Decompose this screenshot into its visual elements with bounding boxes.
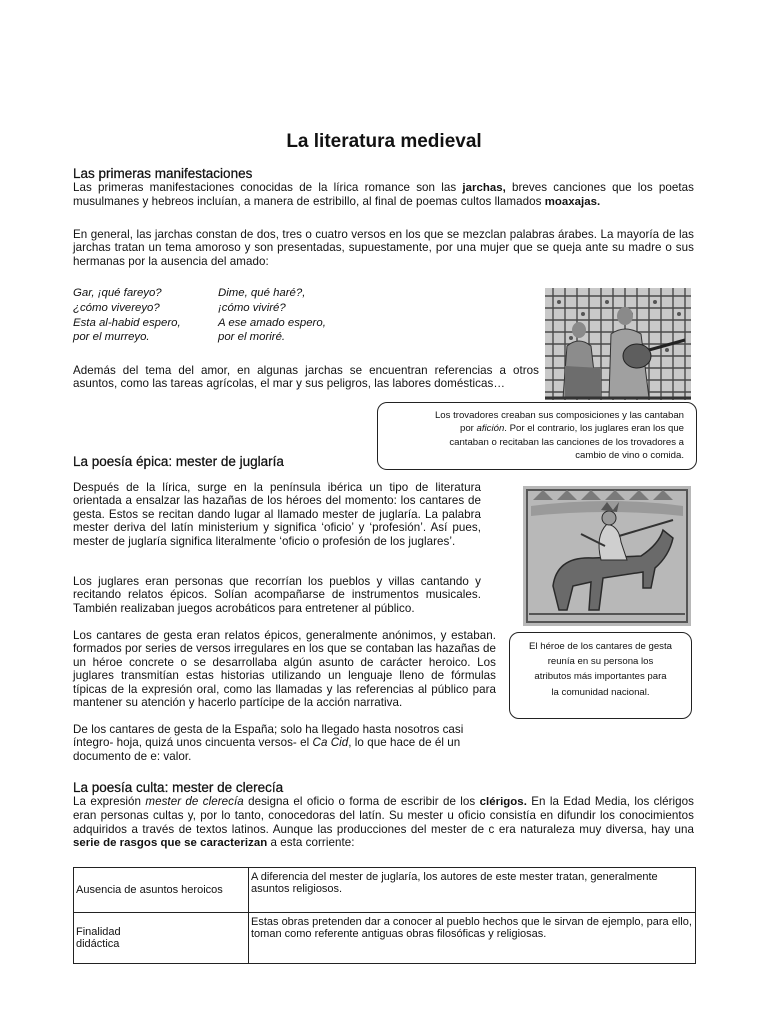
table-cell-label: Finalidad didáctica [74,913,249,964]
paragraph-juglares: Los juglares eran personas que recorrían los pueblos y villas cantando y recitando relatos épicos. Solían acompañarse de instrumentos musicales. También realizaban juegos acrobáticos para entretener al público. [73,575,481,615]
section-heading-culta: La poesía culta: mester de clerecía [73,780,284,795]
poem-line: A ese amado espero, [218,316,326,329]
paragraph-clerecia: La expresión mester de clerecía designa el oficio o forma de escribir de los clérigos. En la Edad Media, los clérigos eran personas cultas y, por lo tanto, conocedoras del latín. Su mester u oficio consistía en difundir los conocimientos adquiridos a través de textos latinos. Aunque las producciones del mester de c era naturaleza muy diversa, hay una serie de rasgos que se caracterizan a esta corriente: [73,795,694,850]
term-rasgos: serie de rasgos que se caracterizan [73,837,268,850]
poem-line: Esta al-habid espero, [73,316,181,329]
poem-line: ¿cómo vivereyo? [73,301,160,314]
table-row [74,868,696,913]
paragraph-mester-juglaria: Después de la lírica, surge en la península ibérica un tipo de literatura orientada a ensalzar las hazañas de los héroes del momento: los cantares de gesta. Estos se recitan dando lugar al llamado mester de juglaría. La palabra mester deriva del latín ministerium y significa ‘oficio’ y ‘profesión’. Así pues, mester de juglaría significa literalmente ‘oficio o profesión de los juglares’. [73,481,481,548]
troubadours-illustration [545,288,691,400]
knight-image-icon [523,486,691,626]
page-title: La literatura medieval [286,131,482,152]
paragraph-jarchas: Las primeras manifestaciones conocidas de la lírica romance son las jarchas, breves canciones que los poetas musulmanes y hebreos incluían, a manera de estribillo, al final de poemas cultos llamados moaxajas. [73,181,694,209]
table-cell-text: Estas obras pretenden dar a conocer al pueblo hechos que le sirvan de ejemplo, para ello, toman como referente antiguas obras filosóficas y religiosas. [249,913,696,964]
troubadours-image-icon [545,288,691,400]
table-cell-text: A diferencia del mester de juglaría, los autores de este mester tratan, generalmente asuntos religiosos. [249,868,696,913]
paragraph-otros-asuntos: Además del tema del amor, en algunas jarchas se encuentran referencias a otros asuntos, como las tareas agrícolas, el mar y sus peligros, las labores domésticas… [73,364,539,391]
knight-illustration [523,486,691,626]
callout-trovadores: Los trovadores creaban sus composiciones y las cantaban por afición. Por el contrario, los juglares eran los que cantaban o recitaban las canciones de los trovadores a cambio de vino o comida. [377,402,697,470]
poem-line: Dime, qué haré?, [218,287,306,299]
paragraph-cid: De los cantares de gesta de la España; solo ha llegado hasta nosotros casi íntegro- hoja, quizá unos cincuenta versos- el Ca Cid, lo que hace de él un documento de e: valor. [73,723,464,763]
paragraph-jarchas-tema: En general, las jarchas constan de dos, tres o cuatro versos en los que se mezclan palabras árabes. La mayoría de las jarchas tratan un tema amoroso y son presentadas, supuestamente, por una mujer que se queja ante su madre o sus hermanas por la ausencia del amado: [73,228,694,268]
table-row [74,913,696,964]
poem-original [73,286,181,345]
term-clerigos: clérigos. [479,796,527,808]
section-heading-primeras: Las primeras manifestaciones [73,166,253,181]
term-moaxajas: moaxajas. [544,196,601,209]
table-cell-label: Ausencia de asuntos heroicos [74,868,249,913]
section-heading-epica: La poesía épica: mester de juglaría [73,454,284,469]
poem-line: por el murreyo. [73,331,150,344]
callout-heroe: El héroe de los cantares de gesta reunía en su persona los atributos más importantes para la comunidad nacional. [509,632,692,719]
paragraph-cantares-gesta: Los cantares de gesta eran relatos épicos, generalmente anónimos, y estaban. formados por series de versos irregulares en los que se contaban las hazañas de un héroe concrete o se desarrollaba algún asunto de carácter heroico. Los juglares transmitían estas historias utilizando un lenguaje lleno de fórmulas típicas de la expresión oral, como las llamadas y las referencias al público para mantener su atención y hacerlo partícipe de la acción narrativa. [73,629,496,710]
term-jarchas: jarchas, [462,182,506,194]
poem-line: Gar, ¡qué fareyo? [73,287,162,299]
poem-translation [218,286,326,345]
poem-line: ¡cómo viviré? [218,301,286,314]
poem-line: por el moriré. [218,331,286,344]
rasgos-table [73,867,696,964]
